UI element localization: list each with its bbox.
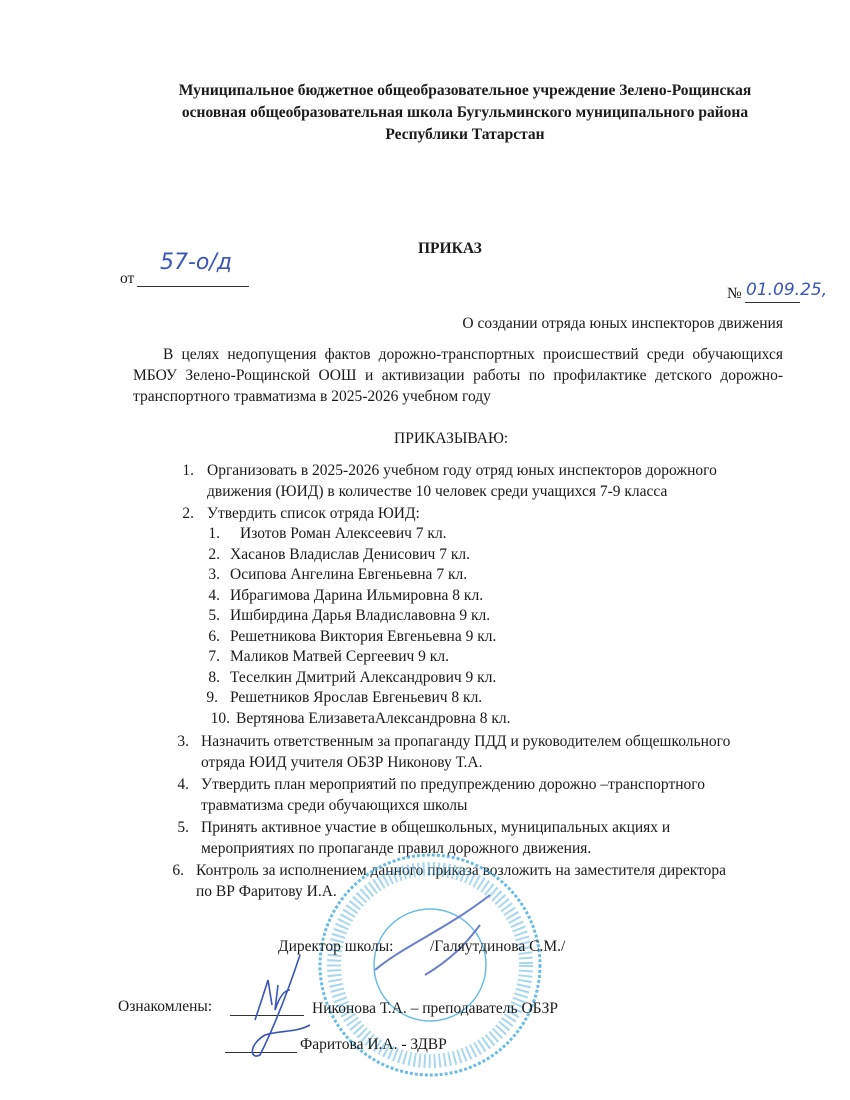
member-item: 2. Хасанов Владислав Денисович 7 кл. (208, 545, 470, 563)
member-item: 7. Маликов Матвей Сергеевич 9 кл. (208, 648, 449, 665)
member-item: 6. Решетникова Виктория Евгеньевна 9 кл. (208, 627, 497, 645)
header-line: основная общеобразовательная школа Бугульминского муниципального района (181, 104, 749, 121)
member-item: 10. Вертянова ЕлизаветаАлександровна 8 кл. (210, 709, 511, 727)
acknowledged-person: Фаритова И.А. - ЗДВР (300, 1036, 447, 1053)
director-name: /Галяутдинова С.М./ (430, 938, 566, 955)
number-underline (745, 302, 800, 303)
header-line: Республики Татарстан (385, 126, 545, 143)
document-title: ПРИКАЗ (418, 240, 482, 257)
preamble-paragraph: В целях недопущения фактов дорожно-транспортных происшествий среди обучающихся МБОУ Зелено-Рощинской ООШ и активизации работы по профилактике детского дорожно-транспортного травматизма в 2025-2026 учебном году (133, 346, 783, 405)
acknowledged-label: Ознакомлены: (118, 998, 213, 1015)
member-list (200, 524, 511, 729)
institution-header (120, 80, 810, 146)
member-item: 4. Ибрагимова Дарина Ильмировна 8 кл. (208, 586, 484, 604)
member-item: 9. Решетников Ярослав Евгеньевич 8 кл. (206, 689, 483, 706)
order-item: 1. Организовать в 2025-2026 учебном году отряд юных инспекторов дорожного движения (ЮИД) в количестве 10 человек среди учащихся 7-9 класса (182, 462, 717, 500)
handwritten-date-value: 57-о/д (160, 250, 233, 275)
handwritten-signature (220, 935, 330, 1065)
handwritten-number-value: 01.09.25, (746, 280, 828, 300)
member-item: 1. Изотов Роман Алексеевич 7 кл. (208, 525, 447, 542)
order-item: 4. Утвердить план мероприятий по предупреждению дорожно –транспортного травматизма среди обучающихся школы (177, 776, 706, 814)
order-item: 3. Назначить ответственным за пропаганду ПДД и руководителем общешкольного отряда ЮИД учителя ОБЗР Никонову Т.А. (177, 733, 731, 771)
date-underline (137, 286, 249, 287)
header-line: Муниципальное бюджетное общеобразовательное учреждение Зелено-Рощинская (178, 82, 752, 99)
date-label: от (120, 270, 135, 287)
number-label: № (727, 285, 742, 302)
subject-line: О создании отряда юных инспекторов движения (462, 315, 783, 332)
order-word: ПРИКАЗЫВАЮ: (394, 430, 509, 447)
member-item: 8. Теселкин Дмитрий Александрович 9 кл. (208, 668, 497, 686)
order-item: 5. Принять активное участие в общешкольных, муниципальных акциях и мероприятиях по пропаганде правил дорожного движения. (177, 819, 671, 857)
order-item: 6. Контроль за исполнением данного приказа возложить на заместителя директора по ВР Фаритову И.А. (172, 862, 727, 900)
member-item: 3. Осипова Ангелина Евгеньевна 7 кл. (208, 566, 468, 583)
acknowledged-person: Никонова Т.А. – преподаватель ОБЗР (312, 1000, 558, 1017)
member-item: 5. Ишбирдина Дарья Владиславовна 9 кл. (208, 607, 491, 624)
director-label: Директор школы: (278, 938, 394, 955)
order-item: 2. Утвердить список отряда ЮИД: (182, 505, 420, 522)
